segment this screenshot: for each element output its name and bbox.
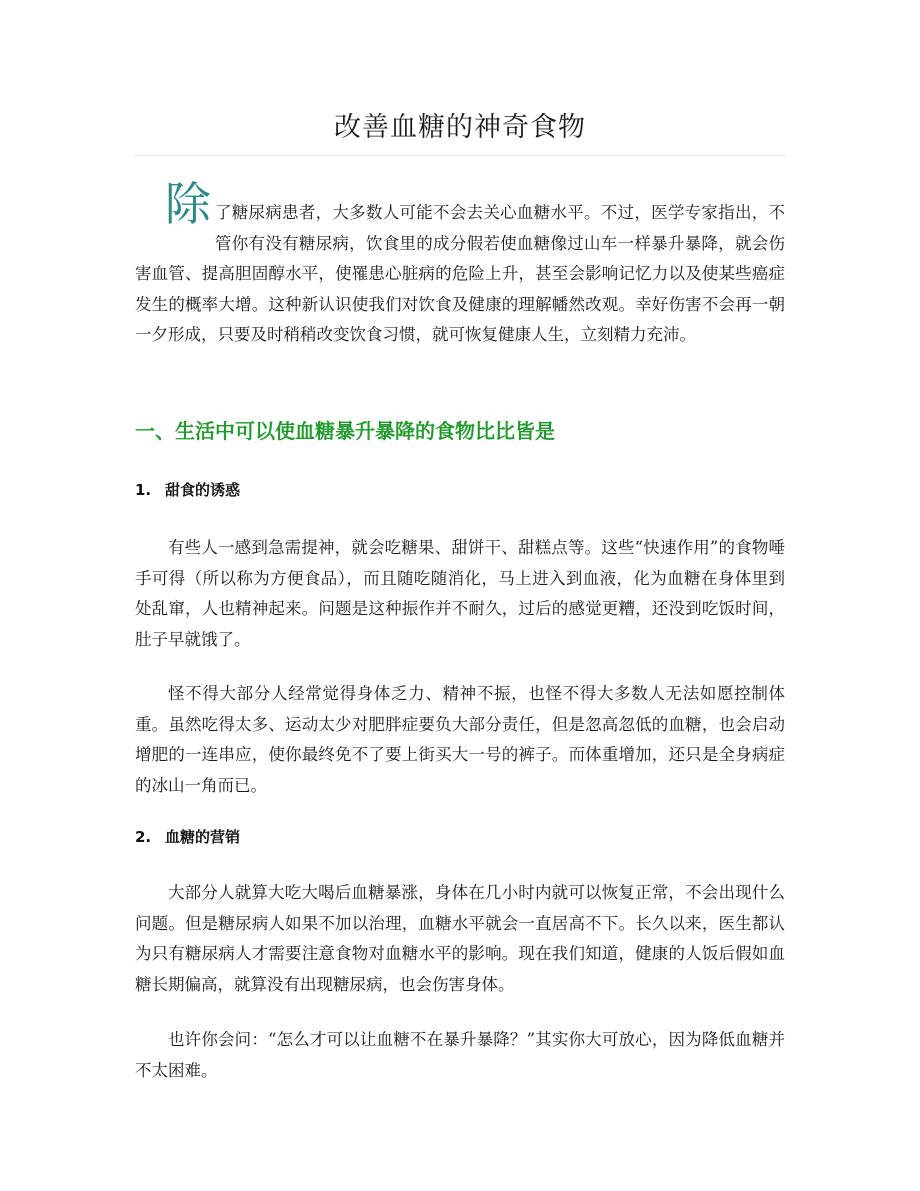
drop-cap: 除 bbox=[165, 177, 211, 231]
section-heading-1: 一、生活中可以使血糖暴升暴降的食物比比皆是 bbox=[135, 419, 555, 443]
sub-heading-1-title: 甜食的诱惑 bbox=[165, 481, 241, 499]
paragraph-2: 怪不得大部分人经常觉得身体乏力、精神不振，也怪不得大多数人无法如愿控制体重。虽然吃得太多、运动太少对肥胖症要负大部分责任，但是忽高忽低的血糖，也会启动增肥的一连串应，使你最终免不了要上街买大一号的裤子。而体重增加，还只是全身病症的冰山一角而已。 bbox=[135, 684, 785, 795]
sub-heading-1 bbox=[135, 478, 785, 502]
paragraph-1: 有些人一感到急需提神，就会吃糖果、甜饼干、甜糕点等。这些“快速作用”的食物唾手可得（所以称为方便食品），而且随吃随消化，马上进入到血液，化为血糖在身体里到处乱窜，人也精神起来。问题是这种振作并不耐久，过后的感觉更糟，还没到吃饭时间，肚子早就饿了。 bbox=[135, 538, 785, 649]
paragraph-4: 也许你会问：“怎么才可以让血糖不在暴升暴降？”其实你大可放心，因为降低血糖并不太困难。 bbox=[135, 1030, 785, 1080]
intro-text: 了糖尿病患者，大多数人可能不会去关心血糖水平。不过，医学专家指出，不管你有没有糖尿病，饮食里的成分假若使血糖像过山车一样暴升暴降，就会伤害血管、提高胆固醇水平，使罹患心脏病的危险上升，甚至会影响记忆力以及使某些癌症发生的概率大增。这种新认识使我们对饮食及健康的理解幡然改观。幸好伤害不会再一朝一夕形成，只要及时稍稍改变饮食习惯，就可恢复健康人生，立刻精力充沛。 bbox=[135, 203, 785, 344]
paragraph-3: 大部分人就算大吃大喝后血糖暴涨，身体在几小时内就可以恢复正常，不会出现什么问题。但是糖尿病人如果不加以治理，血糖水平就会一直居高不下。长久以来，医生都认为只有糖尿病人才需要注意食物对血糖水平的影响。现在我们知道，健康的人饭后假如血糖长期偏高，就算没有出现糖尿病，也会伤害身体。 bbox=[135, 883, 785, 994]
sub-heading-2-number: 2. bbox=[135, 828, 152, 846]
sub-heading-1-number: 1. bbox=[135, 481, 152, 499]
intro-paragraph bbox=[135, 176, 785, 351]
sub-heading-2-title: 血糖的营销 bbox=[165, 828, 241, 846]
sub-heading-2 bbox=[135, 825, 785, 849]
document-title: 改善血糖的神奇食物 bbox=[334, 112, 586, 143]
title-divider bbox=[135, 155, 785, 156]
